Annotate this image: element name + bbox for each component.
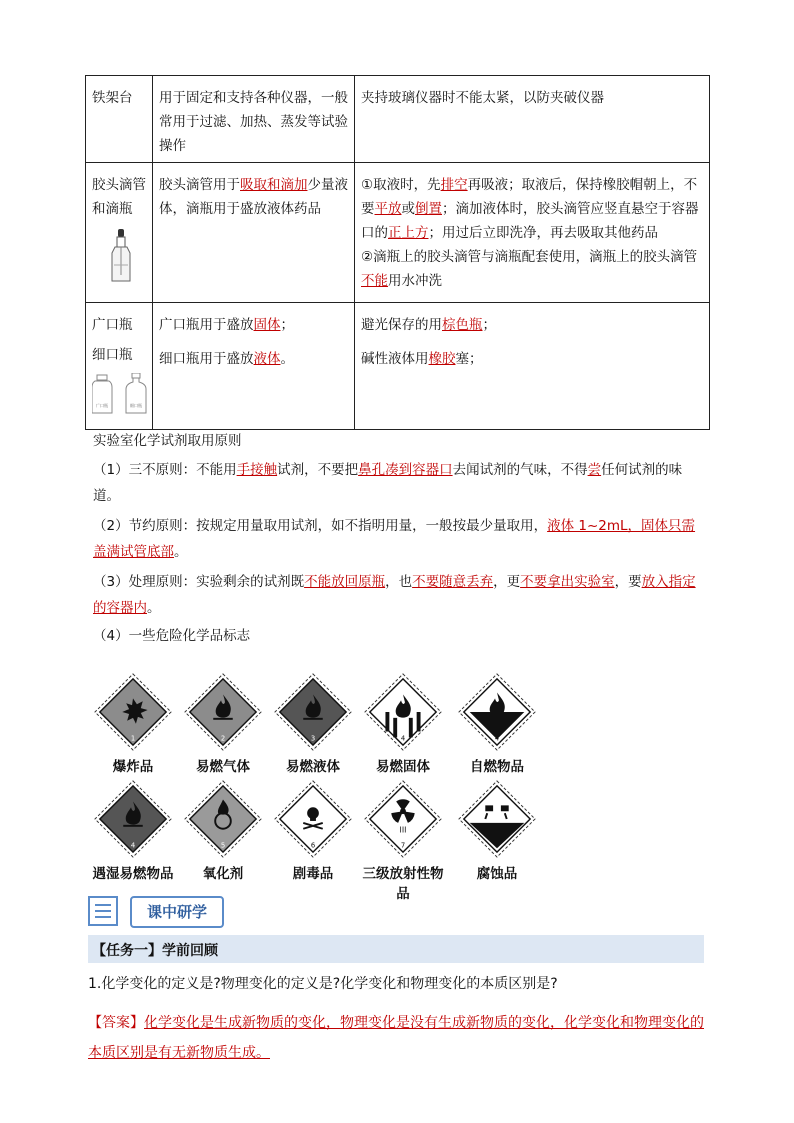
- apparatus-note: 夹持玻璃仪器时不能太紧，以防夹破仪器: [361, 90, 604, 106]
- text: ，更: [493, 574, 521, 590]
- sign-number: 7: [400, 841, 406, 850]
- radiation-icon: [364, 780, 442, 858]
- text: （3）处理原则：实验剩余的试剂既: [93, 574, 305, 590]
- sign-number: 4: [494, 734, 500, 743]
- table-row: [86, 163, 710, 303]
- principles-section: [93, 428, 705, 649]
- text: ；: [280, 317, 294, 333]
- answer-tag: 【答案】: [88, 1015, 144, 1031]
- sign-number: 4: [130, 841, 136, 850]
- sign-number: 1: [130, 734, 136, 743]
- question: 1.化学变化的定义是?物理变化的定义是?化学变化和物理变化的本质区别是?: [88, 976, 558, 992]
- key-text: 液体: [253, 351, 281, 367]
- explosion-icon: [94, 673, 172, 751]
- key-text: 固体: [253, 317, 281, 333]
- text: 或: [401, 201, 415, 217]
- key-text: 不要拿出实验室: [520, 574, 615, 590]
- apparatus-name: 胶头滴管和滴瓶: [92, 177, 146, 217]
- svg-text:III: III: [399, 825, 407, 835]
- text: 碱性液体用: [361, 351, 429, 367]
- sign-label: 易燃液体: [286, 759, 340, 775]
- text: 。: [147, 600, 161, 616]
- text: 再吸液；取液后，保持橡胶帽朝上，不要: [361, 177, 698, 217]
- section-title: 实验室化学试剂取用原则: [93, 433, 242, 449]
- answer-text: 化学变化是生成新物质的变化，物理变化是没有生成新物质的变化，化学变化和物理变化的本质区别是有无新物质生成。: [88, 1015, 704, 1061]
- cell-use: [153, 303, 355, 430]
- key-text: 吸取和滴加: [240, 177, 308, 193]
- sign-label: 易燃固体: [376, 759, 430, 775]
- text: 试剂，不要把: [277, 462, 359, 478]
- table-row: [86, 303, 710, 430]
- cell-note: [355, 76, 710, 163]
- key-text: 放入指定的容器内: [93, 574, 696, 616]
- text: 。: [280, 351, 294, 367]
- task-header: [88, 935, 704, 963]
- hazard-sign: [88, 673, 178, 775]
- key-text: 不要随意丢弃: [412, 574, 494, 590]
- dropper-bottle-icon: [106, 227, 136, 285]
- key-text: 鼻孔凑到容器口: [358, 462, 453, 478]
- bottle-label: 细口瓶: [130, 403, 142, 408]
- sign-label: 剧毒品: [292, 866, 334, 882]
- sign-number: 4: [400, 734, 406, 743]
- sign-number: 8: [494, 841, 500, 850]
- apparatus-name: 细口瓶: [92, 347, 133, 363]
- key-text: 平放: [374, 201, 402, 217]
- answer: [88, 1008, 708, 1068]
- key-text: 倒置: [415, 201, 442, 217]
- text: 避光保存的用: [361, 317, 442, 333]
- cell-note: [355, 303, 710, 430]
- key-text: 正上方: [388, 225, 429, 241]
- text: 用水冲洗: [388, 273, 442, 289]
- key-text: 棕色瓶: [442, 317, 483, 333]
- text: 胶头滴管用于: [159, 177, 240, 193]
- sign-label: 自燃物品: [470, 759, 524, 775]
- text: ；: [482, 317, 496, 333]
- apparatus-name: 铁架台: [92, 90, 133, 106]
- text: 少量液体，滴瓶用于盛放液体药品: [159, 177, 348, 217]
- flame-stripes-icon: [364, 673, 442, 751]
- text: 广口瓶用于盛放: [159, 317, 254, 333]
- text: 任何试剂的味道。: [93, 462, 683, 504]
- principle-3: [93, 569, 705, 621]
- text: ①取液时，先: [361, 177, 441, 193]
- corrosion-icon: [458, 780, 536, 858]
- text: ②滴瓶上的胶头滴管与滴瓶配套使用，滴瓶上的胶头滴管: [361, 249, 698, 265]
- cell-name: [86, 303, 153, 430]
- sign-label: 三级放射性物品: [362, 866, 444, 902]
- key-text: 不能: [361, 273, 388, 289]
- hazard-sign: [268, 780, 358, 882]
- cell-note: [355, 163, 710, 303]
- sign-label: 易燃气体: [196, 759, 250, 775]
- apparatus-name: 广口瓶: [92, 317, 133, 333]
- sign-number: 5: [220, 841, 226, 850]
- key-text: 手接触: [236, 462, 278, 478]
- sign-label: 氧化剂: [202, 866, 244, 882]
- bottle-label: 广口瓶: [96, 403, 108, 408]
- text: 。: [174, 544, 188, 560]
- principle-2: [93, 513, 705, 565]
- sign-label: 爆炸品: [112, 759, 154, 775]
- apparatus-use: 用于固定和支持各种仪器，一般常用于过滤、加热、蒸发等试验操作: [159, 90, 348, 154]
- text: 塞；: [455, 351, 483, 367]
- principle-4: （4）一些危险化学品标志: [93, 628, 251, 644]
- sign-label: 遇湿易燃物品: [92, 866, 174, 882]
- flame-half-icon: [458, 673, 536, 751]
- skull-icon: [274, 780, 352, 858]
- principle-1: [93, 457, 705, 509]
- cell-name: [86, 163, 153, 303]
- text: 细口瓶用于盛放: [159, 351, 254, 367]
- list-icon: [88, 896, 118, 926]
- bottles-icon: [92, 373, 152, 417]
- sign-number: 6: [310, 841, 316, 850]
- task-title: 【任务一】学前回顾: [92, 943, 218, 959]
- flame-icon: [184, 673, 262, 751]
- apparatus-table: [85, 75, 710, 430]
- key-text: 排空: [440, 177, 468, 193]
- cell-use: [153, 76, 355, 163]
- sign-label: 腐蚀品: [476, 866, 518, 882]
- banner-label: 课中研学: [130, 896, 224, 928]
- flame-icon: [94, 780, 172, 858]
- text: ；滴加液体时，胶头滴管应竖直悬空于容器口的: [361, 201, 699, 241]
- hazard-sign: [452, 673, 542, 775]
- sign-number: 2: [220, 734, 226, 743]
- cell-name: [86, 76, 153, 163]
- key-text: 液体 1~2mL，固体只需盖满试管底部: [93, 518, 696, 560]
- text: 去闻试剂的气味，不得: [452, 462, 588, 478]
- hazard-sign: [358, 780, 448, 902]
- hazard-sign: [268, 673, 358, 775]
- text: （1）三不原则：不能用: [93, 462, 237, 478]
- text: ，也: [385, 574, 413, 590]
- key-text: 不能放回原瓶: [304, 574, 386, 590]
- hazard-sign: [358, 673, 448, 775]
- hazard-sign: [88, 780, 178, 882]
- flame-circle-icon: [184, 780, 262, 858]
- text: ；用过后立即洗净，再去吸取其他药品: [428, 225, 658, 241]
- sign-number: 3: [310, 734, 316, 743]
- hazard-sign: [178, 673, 268, 775]
- flame-icon: [274, 673, 352, 751]
- table-row: [86, 76, 710, 163]
- text: ，要: [614, 574, 642, 590]
- hazard-sign: [178, 780, 268, 882]
- hazard-sign: [452, 780, 542, 882]
- text: （2）节约原则：按规定用量取用试剂，如不指明用量，一般按最少量取用，: [93, 518, 548, 534]
- key-text: 尝: [587, 462, 602, 478]
- key-text: 橡胶: [428, 351, 456, 367]
- cell-use: [153, 163, 355, 303]
